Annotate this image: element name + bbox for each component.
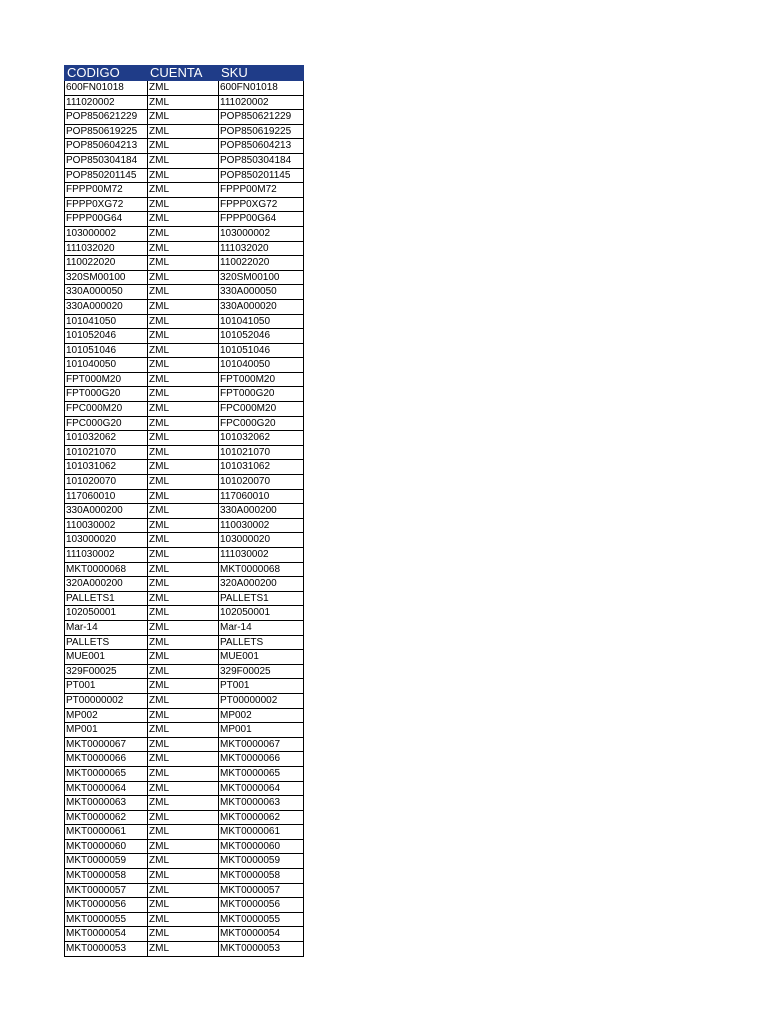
table-row (65, 226, 304, 241)
cell-codigo: MKT0000055 (65, 912, 148, 927)
cell-cuenta: ZML (148, 927, 219, 942)
cell-codigo: MKT0000063 (65, 796, 148, 811)
table-row (65, 796, 304, 811)
cell-codigo: 330A000050 (65, 285, 148, 300)
cell-sku: 320SM00100 (219, 270, 304, 285)
cell-cuenta: ZML (148, 723, 219, 738)
cell-codigo: MP002 (65, 708, 148, 723)
cell-cuenta: ZML (148, 650, 219, 665)
table-row (65, 110, 304, 125)
header-row (65, 66, 304, 81)
table-row (65, 693, 304, 708)
cell-codigo: 103000002 (65, 226, 148, 241)
cell-codigo: 320A000200 (65, 577, 148, 592)
cell-cuenta: ZML (148, 620, 219, 635)
cell-cuenta: ZML (148, 226, 219, 241)
cell-sku: FPC000M20 (219, 402, 304, 417)
cell-cuenta: ZML (148, 898, 219, 913)
cell-sku: MKT0000068 (219, 562, 304, 577)
table-row (65, 168, 304, 183)
cell-codigo: 101041050 (65, 314, 148, 329)
cell-cuenta: ZML (148, 124, 219, 139)
cell-codigo: MKT0000062 (65, 810, 148, 825)
cell-sku: MKT0000064 (219, 781, 304, 796)
cell-sku: 103000020 (219, 533, 304, 548)
cell-sku: 101020070 (219, 475, 304, 490)
cell-sku: POP850619225 (219, 124, 304, 139)
cell-sku: PT001 (219, 679, 304, 694)
cell-cuenta: ZML (148, 197, 219, 212)
cell-cuenta: ZML (148, 329, 219, 344)
cell-codigo: FPC000G20 (65, 416, 148, 431)
cell-cuenta: ZML (148, 781, 219, 796)
cell-sku: MKT0000056 (219, 898, 304, 913)
cell-codigo: MKT0000068 (65, 562, 148, 577)
cell-codigo: 329F00025 (65, 664, 148, 679)
cell-sku: MKT0000058 (219, 869, 304, 884)
cell-sku: FPC000G20 (219, 416, 304, 431)
cell-codigo: MKT0000064 (65, 781, 148, 796)
cell-sku: 101052046 (219, 329, 304, 344)
cell-codigo: 111032020 (65, 241, 148, 256)
cell-cuenta: ZML (148, 270, 219, 285)
cell-cuenta: ZML (148, 708, 219, 723)
cell-codigo: 101040050 (65, 358, 148, 373)
table-row (65, 562, 304, 577)
cell-codigo: MKT0000060 (65, 839, 148, 854)
cell-codigo: MKT0000056 (65, 898, 148, 913)
cell-cuenta: ZML (148, 518, 219, 533)
cell-cuenta: ZML (148, 591, 219, 606)
cell-cuenta: ZML (148, 548, 219, 563)
cell-cuenta: ZML (148, 110, 219, 125)
cell-codigo: MKT0000067 (65, 737, 148, 752)
table-row (65, 299, 304, 314)
cell-cuenta: ZML (148, 577, 219, 592)
cell-sku: FPPP0XG72 (219, 197, 304, 212)
cell-cuenta: ZML (148, 942, 219, 957)
cell-sku: 101031062 (219, 460, 304, 475)
cell-codigo: MKT0000054 (65, 927, 148, 942)
cell-sku: 101021070 (219, 445, 304, 460)
table-row (65, 723, 304, 738)
cell-cuenta: ZML (148, 766, 219, 781)
cell-sku: MKT0000063 (219, 796, 304, 811)
table-row (65, 95, 304, 110)
cell-cuenta: ZML (148, 504, 219, 519)
cell-cuenta: ZML (148, 416, 219, 431)
cell-sku: 117060010 (219, 489, 304, 504)
cell-codigo: PT00000002 (65, 693, 148, 708)
cell-codigo: FPT000M20 (65, 372, 148, 387)
cell-cuenta: ZML (148, 664, 219, 679)
cell-codigo: MKT0000053 (65, 942, 148, 957)
table-row (65, 518, 304, 533)
cell-cuenta: ZML (148, 825, 219, 840)
cell-sku: MKT0000065 (219, 766, 304, 781)
cell-cuenta: ZML (148, 81, 219, 96)
cell-cuenta: ZML (148, 387, 219, 402)
cell-codigo: FPC000M20 (65, 402, 148, 417)
table-row (65, 81, 304, 96)
cell-sku: MKT0000055 (219, 912, 304, 927)
cell-sku: 102050001 (219, 606, 304, 621)
cell-cuenta: ZML (148, 839, 219, 854)
table-row (65, 854, 304, 869)
cell-codigo: 330A000200 (65, 504, 148, 519)
table-row (65, 927, 304, 942)
cell-sku: Mar-14 (219, 620, 304, 635)
header-cuenta: CUENTA (148, 66, 219, 81)
cell-sku: 101032062 (219, 431, 304, 446)
cell-codigo: PALLETS (65, 635, 148, 650)
cell-sku: PT00000002 (219, 693, 304, 708)
cell-sku: 111032020 (219, 241, 304, 256)
cell-sku: PALLETS (219, 635, 304, 650)
cell-codigo: MP001 (65, 723, 148, 738)
cell-cuenta: ZML (148, 445, 219, 460)
cell-sku: MKT0000062 (219, 810, 304, 825)
data-table (64, 65, 304, 957)
cell-codigo: POP850621229 (65, 110, 148, 125)
table-row (65, 708, 304, 723)
cell-sku: 600FN01018 (219, 81, 304, 96)
cell-codigo: FPPP00G64 (65, 212, 148, 227)
cell-codigo: 110022020 (65, 256, 148, 271)
cell-codigo: 117060010 (65, 489, 148, 504)
table-row (65, 124, 304, 139)
table-row (65, 591, 304, 606)
cell-codigo: FPT000G20 (65, 387, 148, 402)
cell-cuenta: ZML (148, 883, 219, 898)
cell-cuenta: ZML (148, 285, 219, 300)
table-row (65, 548, 304, 563)
cell-codigo: 111030002 (65, 548, 148, 563)
cell-cuenta: ZML (148, 343, 219, 358)
table-row (65, 577, 304, 592)
cell-cuenta: ZML (148, 752, 219, 767)
cell-codigo: 320SM00100 (65, 270, 148, 285)
cell-cuenta: ZML (148, 314, 219, 329)
cell-cuenta: ZML (148, 489, 219, 504)
cell-sku: 101051046 (219, 343, 304, 358)
table-row (65, 197, 304, 212)
cell-sku: MKT0000059 (219, 854, 304, 869)
table-row (65, 504, 304, 519)
table-row (65, 285, 304, 300)
table-row (65, 489, 304, 504)
table-row (65, 329, 304, 344)
cell-sku: 330A000050 (219, 285, 304, 300)
table-row (65, 314, 304, 329)
table-row (65, 445, 304, 460)
cell-codigo: 101020070 (65, 475, 148, 490)
table-row (65, 606, 304, 621)
cell-codigo: 101021070 (65, 445, 148, 460)
table-row (65, 620, 304, 635)
table-row (65, 752, 304, 767)
cell-codigo: PT001 (65, 679, 148, 694)
cell-codigo: POP850619225 (65, 124, 148, 139)
cell-cuenta: ZML (148, 241, 219, 256)
table-row (65, 679, 304, 694)
cell-sku: 103000002 (219, 226, 304, 241)
cell-sku: 110030002 (219, 518, 304, 533)
cell-cuenta: ZML (148, 533, 219, 548)
cell-sku: 329F00025 (219, 664, 304, 679)
cell-codigo: MKT0000059 (65, 854, 148, 869)
cell-cuenta: ZML (148, 737, 219, 752)
cell-codigo: POP850304184 (65, 153, 148, 168)
cell-cuenta: ZML (148, 460, 219, 475)
cell-cuenta: ZML (148, 693, 219, 708)
cell-cuenta: ZML (148, 372, 219, 387)
cell-codigo: 101031062 (65, 460, 148, 475)
cell-cuenta: ZML (148, 562, 219, 577)
cell-codigo: 101051046 (65, 343, 148, 358)
cell-sku: 330A000020 (219, 299, 304, 314)
cell-cuenta: ZML (148, 475, 219, 490)
cell-sku: 111020002 (219, 95, 304, 110)
cell-codigo: MKT0000066 (65, 752, 148, 767)
table-row (65, 533, 304, 548)
cell-sku: MKT0000060 (219, 839, 304, 854)
cell-codigo: 101052046 (65, 329, 148, 344)
cell-codigo: 102050001 (65, 606, 148, 621)
cell-sku: MKT0000061 (219, 825, 304, 840)
table-row (65, 825, 304, 840)
cell-sku: POP850304184 (219, 153, 304, 168)
cell-sku: 111030002 (219, 548, 304, 563)
cell-cuenta: ZML (148, 635, 219, 650)
cell-cuenta: ZML (148, 912, 219, 927)
cell-cuenta: ZML (148, 183, 219, 198)
cell-cuenta: ZML (148, 402, 219, 417)
table-row (65, 431, 304, 446)
cell-codigo: 103000020 (65, 533, 148, 548)
table-row (65, 402, 304, 417)
cell-cuenta: ZML (148, 869, 219, 884)
table-row (65, 460, 304, 475)
cell-sku: FPT000M20 (219, 372, 304, 387)
table-body (65, 81, 304, 957)
table-row (65, 343, 304, 358)
cell-codigo: MKT0000061 (65, 825, 148, 840)
table-row (65, 372, 304, 387)
cell-cuenta: ZML (148, 153, 219, 168)
cell-sku: FPT000G20 (219, 387, 304, 402)
cell-codigo: 600FN01018 (65, 81, 148, 96)
cell-sku: MKT0000054 (219, 927, 304, 942)
cell-codigo: MKT0000058 (65, 869, 148, 884)
table-row (65, 869, 304, 884)
cell-codigo: MKT0000065 (65, 766, 148, 781)
cell-sku: 101041050 (219, 314, 304, 329)
table-row (65, 358, 304, 373)
cell-codigo: PALLETS1 (65, 591, 148, 606)
cell-sku: MKT0000057 (219, 883, 304, 898)
cell-sku: MP002 (219, 708, 304, 723)
table-row (65, 912, 304, 927)
cell-codigo: 101032062 (65, 431, 148, 446)
cell-cuenta: ZML (148, 606, 219, 621)
table-row (65, 416, 304, 431)
cell-cuenta: ZML (148, 95, 219, 110)
table-row (65, 898, 304, 913)
cell-sku: POP850604213 (219, 139, 304, 154)
cell-cuenta: ZML (148, 796, 219, 811)
table-row (65, 766, 304, 781)
cell-sku: FPPP00M72 (219, 183, 304, 198)
cell-sku: MUE001 (219, 650, 304, 665)
table-row (65, 781, 304, 796)
cell-sku: 330A000200 (219, 504, 304, 519)
cell-codigo: 110030002 (65, 518, 148, 533)
table-row (65, 737, 304, 752)
cell-sku: MKT0000067 (219, 737, 304, 752)
cell-cuenta: ZML (148, 212, 219, 227)
cell-codigo: 330A000020 (65, 299, 148, 314)
table-row (65, 212, 304, 227)
cell-cuenta: ZML (148, 256, 219, 271)
table-row (65, 270, 304, 285)
cell-cuenta: ZML (148, 299, 219, 314)
cell-codigo: 111020002 (65, 95, 148, 110)
cell-codigo: FPPP00M72 (65, 183, 148, 198)
cell-codigo: POP850201145 (65, 168, 148, 183)
cell-sku: 320A000200 (219, 577, 304, 592)
cell-sku: 101040050 (219, 358, 304, 373)
cell-sku: POP850621229 (219, 110, 304, 125)
table-row (65, 139, 304, 154)
cell-sku: POP850201145 (219, 168, 304, 183)
table-row (65, 475, 304, 490)
cell-sku: 110022020 (219, 256, 304, 271)
header-codigo: CODIGO (65, 66, 148, 81)
table-row (65, 839, 304, 854)
table-row (65, 241, 304, 256)
table-row (65, 256, 304, 271)
cell-cuenta: ZML (148, 810, 219, 825)
table-row (65, 810, 304, 825)
table-row (65, 387, 304, 402)
table-row (65, 153, 304, 168)
table-row (65, 635, 304, 650)
cell-cuenta: ZML (148, 358, 219, 373)
cell-sku: MP001 (219, 723, 304, 738)
cell-codigo: POP850604213 (65, 139, 148, 154)
cell-codigo: MUE001 (65, 650, 148, 665)
cell-cuenta: ZML (148, 854, 219, 869)
table-row (65, 650, 304, 665)
cell-codigo: FPPP0XG72 (65, 197, 148, 212)
header-sku: SKU (219, 66, 304, 81)
table-row (65, 942, 304, 957)
cell-cuenta: ZML (148, 679, 219, 694)
cell-sku: FPPP00G64 (219, 212, 304, 227)
cell-codigo: MKT0000057 (65, 883, 148, 898)
cell-cuenta: ZML (148, 431, 219, 446)
table-row (65, 883, 304, 898)
table-row (65, 664, 304, 679)
cell-sku: PALLETS1 (219, 591, 304, 606)
cell-codigo: Mar-14 (65, 620, 148, 635)
cell-sku: MKT0000053 (219, 942, 304, 957)
table-row (65, 183, 304, 198)
cell-sku: MKT0000066 (219, 752, 304, 767)
cell-cuenta: ZML (148, 139, 219, 154)
cell-cuenta: ZML (148, 168, 219, 183)
